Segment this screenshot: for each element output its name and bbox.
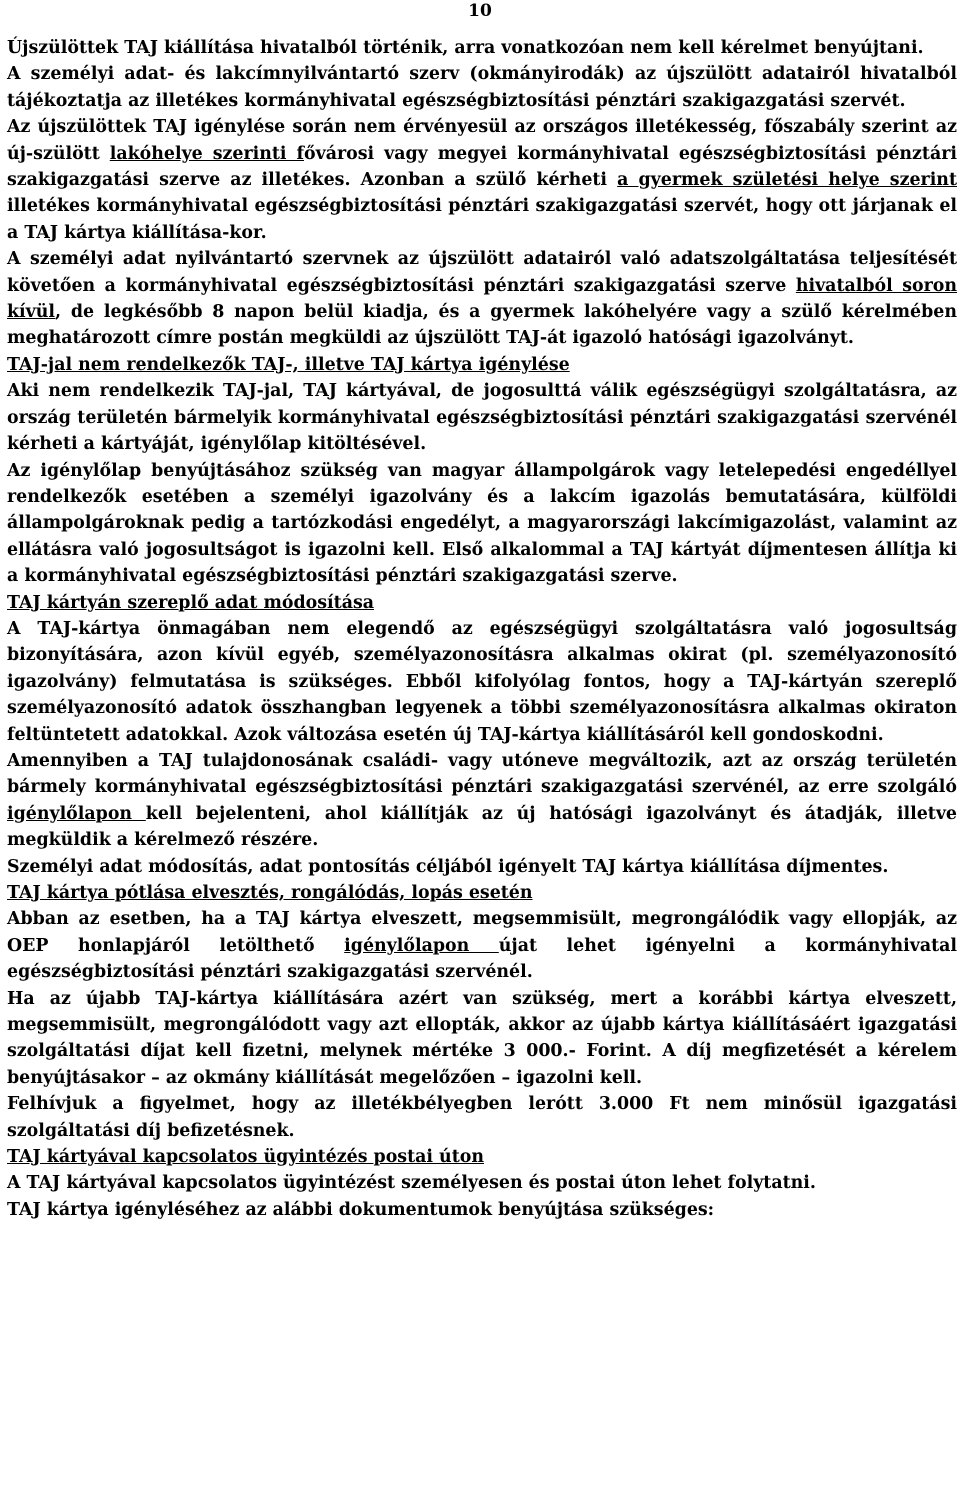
document-body xyxy=(7,35,957,1223)
paragraph: Az újszülöttek TAJ igénylése során nem érvényesül az országos illetékesség, főszabály szerint az új-szülött lakóhelye szerinti fővárosi vagy megyei kormányhivatal egészségbiztosítási pénztári szakigazgatási szerve az illetékes. Azonban a szülő kérheti a gyermek születési helye szerint illetékes kormányhivatal egészségbiztosítási pénztári szakigazgatási szervét, hogy ott járjanak el a TAJ kártya kiállítása-kor. xyxy=(7,117,957,243)
paragraph: A személyi adat- és lakcímnyilvántartó szerv (okmányirodák) az újszülött adatairól hivatalból tájékoztatja az illetékes kormányhivatal egészségbiztosítási pénztári szakigazgatási szervét. xyxy=(7,64,957,111)
paragraph: TAJ kártya igényléséhez az alábbi dokumentumok benyújtása szükséges: xyxy=(7,1199,715,1220)
page-number: 10 xyxy=(468,1,492,21)
paragraph: Az igénylőlap benyújtásához szükség van magyar állampolgárok vagy letelepedési engedéllyel rendelkezők esetében a személyi igazolvány és a lakcím igazolás bemutatására, külföldi állampolgároknak pedig a tartózkodási engedélyt, a magyarországi lakcímigazolást, valamint az ellátásra való jogosultságot is igazolni kell. Első alkalommal a TAJ kártyát díjmentesen állítja ki a kormányhivatal egészségbiztosítási pénztári szakigazgatási szerve. xyxy=(7,460,957,587)
paragraph: Aki nem rendelkezik TAJ-jal, TAJ kártyával, de jogosulttá válik egészségügyi szolgáltatásra, az ország területén bármelyik kormányhivatal egészségbiztosítási pénztári szakigazgatási szervénél kérheti a kártyáját, igénylőlap kitöltésével. xyxy=(7,381,957,455)
paragraph: A személyi adat nyilvántartó szervnek az újszülött adatairól való adatszolgáltatása teljesítését követően a kormányhivatal egészségbiztosítási pénztári szakigazgatási szerve hivatalból soron kívül, de legkésőbb 8 napon belül kiadja, és a gyermek lakóhelyére vagy a szülő kérelmében meghatározott címre postán megküldi az újszülött TAJ-át igazoló hatósági igazolványt. xyxy=(7,249,958,349)
paragraph: Újszülöttek TAJ kiállítása hivatalból történik, arra vonatkozóan nem kell kérelmet benyújtani. xyxy=(7,38,924,58)
section-heading: TAJ-jal nem rendelkezők TAJ-, illetve TAJ kártya igénylése xyxy=(7,354,570,375)
paragraph: A TAJ-kártya önmagában nem elegendő az egészségügyi szolgáltatásra való jogosultság bizonyítására, azon kívül egyéb, személyazonosításra alkalmas okirat (pl. személyazonosító igazolvány) felmutatása is szükséges. Ebből kifolyólag fontos, hogy a TAJ-kártyán szereplő személyazonosító adatok összhangban legyenek a többi személyazonosításra alkalmas okiraton feltüntetett adatokkal. Azok változása esetén új TAJ-kártya kiállításáról kell gondoskodni. xyxy=(7,618,957,745)
paragraph: Amennyiben a TAJ tulajdonosának családi- vagy utóneve megváltozik, azt az ország területén bármely kormányhivatal egészségbiztosítási pénztári szakigazgatási szervénél, az erre szolgáló igénylőlapon kell bejelenteni, ahol kiállítják az új hatósági igazolványt és átadják, illetve megküldik a kérelmező részére. xyxy=(7,750,958,851)
paragraph: Abban az esetben, ha a TAJ kártya elveszett, megsemmisült, megrongálódik vagy ellopják, az OEP honlapjáról letölthető igénylőlapon újat lehet igényelni a kormányhivatal egészségbiztosítási pénztári szakigazgatási szervénél. xyxy=(7,909,958,983)
paragraph: Személyi adat módosítás, adat pontosítás céljából igényelt TAJ kártya kiállítása díjmentes. xyxy=(7,856,889,877)
section-heading: TAJ kártyán szereplő adat módosítása xyxy=(7,592,375,613)
paragraph: Ha az újabb TAJ-kártya kiállítására azért van szükség, mert a korábbi kártya elveszett, megsemmisült, megrongálódott vagy azt ellopták, akkor az újabb kártya kiállításáért igazgatási szolgáltatási díjat kell fizetni, melynek mértéke 3 000.- Forint. A díj megfizetését a kérelem benyújtásakor – az okmány kiállítását megelőzően – igazolni kell. xyxy=(7,988,957,1088)
paragraph: A TAJ kártyával kapcsolatos ügyintézést személyesen és postai úton lehet folytatni. xyxy=(7,1173,816,1194)
section-heading: TAJ kártyával kapcsolatos ügyintézés postai úton xyxy=(7,1147,484,1168)
paragraph: Felhívjuk a figyelmet, hogy az illetékbélyegben lerótt 3.000 Ft nem minősül igazgatási szolgáltatási díj befizetésnek. xyxy=(7,1094,957,1141)
section-heading: TAJ kártya pótlása elvesztés, rongálódás, lopás esetén xyxy=(7,883,533,903)
